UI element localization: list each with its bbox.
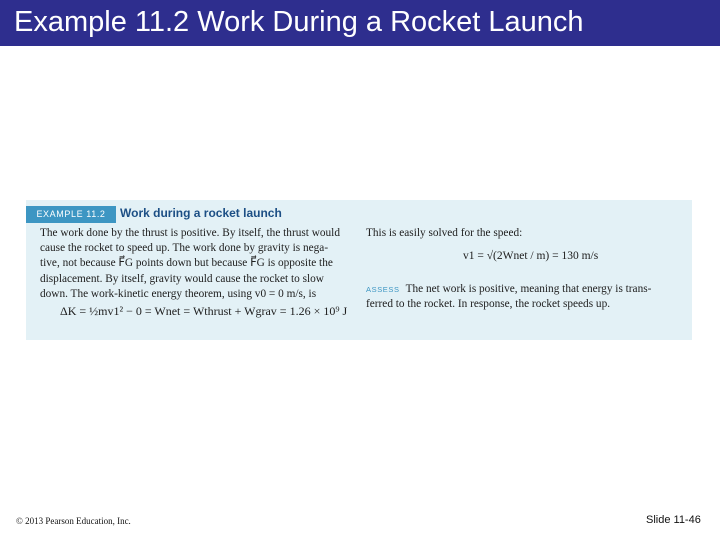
- example-box: [26, 200, 692, 340]
- text-line: down. The work-kinetic energy theorem, using v0 = 0 m/s, is: [40, 287, 317, 300]
- example-tag: EXAMPLE 11.2: [26, 206, 116, 223]
- assess-text: The net work is positive, meaning that energy is trans-: [405, 283, 652, 295]
- example-left-column: [40, 226, 360, 302]
- text-line: cause the rocket to speed up. The work done by gravity is nega-: [40, 242, 329, 255]
- slide-title: Example 11.2 Work During a Rocket Launch: [14, 6, 584, 38]
- assess-section: [366, 282, 651, 312]
- text-line: The work done by the thrust is positive. By itself, the thrust would: [40, 227, 340, 239]
- text-line: displacement. By itself, gravity would cause the rocket to slow: [40, 272, 324, 285]
- speed-equation: v1 = √(2Wnet / m) = 130 m/s: [463, 250, 599, 262]
- example-right-column: [366, 226, 522, 241]
- slide-number: Slide 11-46: [646, 514, 701, 526]
- title-bar: [0, 0, 720, 46]
- example-heading: Work during a rocket launch: [120, 206, 282, 220]
- text-line: This is easily solved for the speed:: [366, 227, 523, 239]
- assess-label: ASSESS: [366, 285, 400, 294]
- work-energy-equation: ΔK = ½mv1² − 0 = Wnet = Wthrust + Wgrav = 1.26 × 10⁹ J: [60, 304, 348, 318]
- text-line: [366, 282, 651, 297]
- text-line: tive, not because F⃗G points down but because F⃗G is opposite the: [40, 257, 333, 270]
- text-line: ferred to the rocket. In response, the rocket speeds up.: [366, 298, 611, 310]
- copyright-notice: © 2013 Pearson Education, Inc.: [16, 516, 131, 526]
